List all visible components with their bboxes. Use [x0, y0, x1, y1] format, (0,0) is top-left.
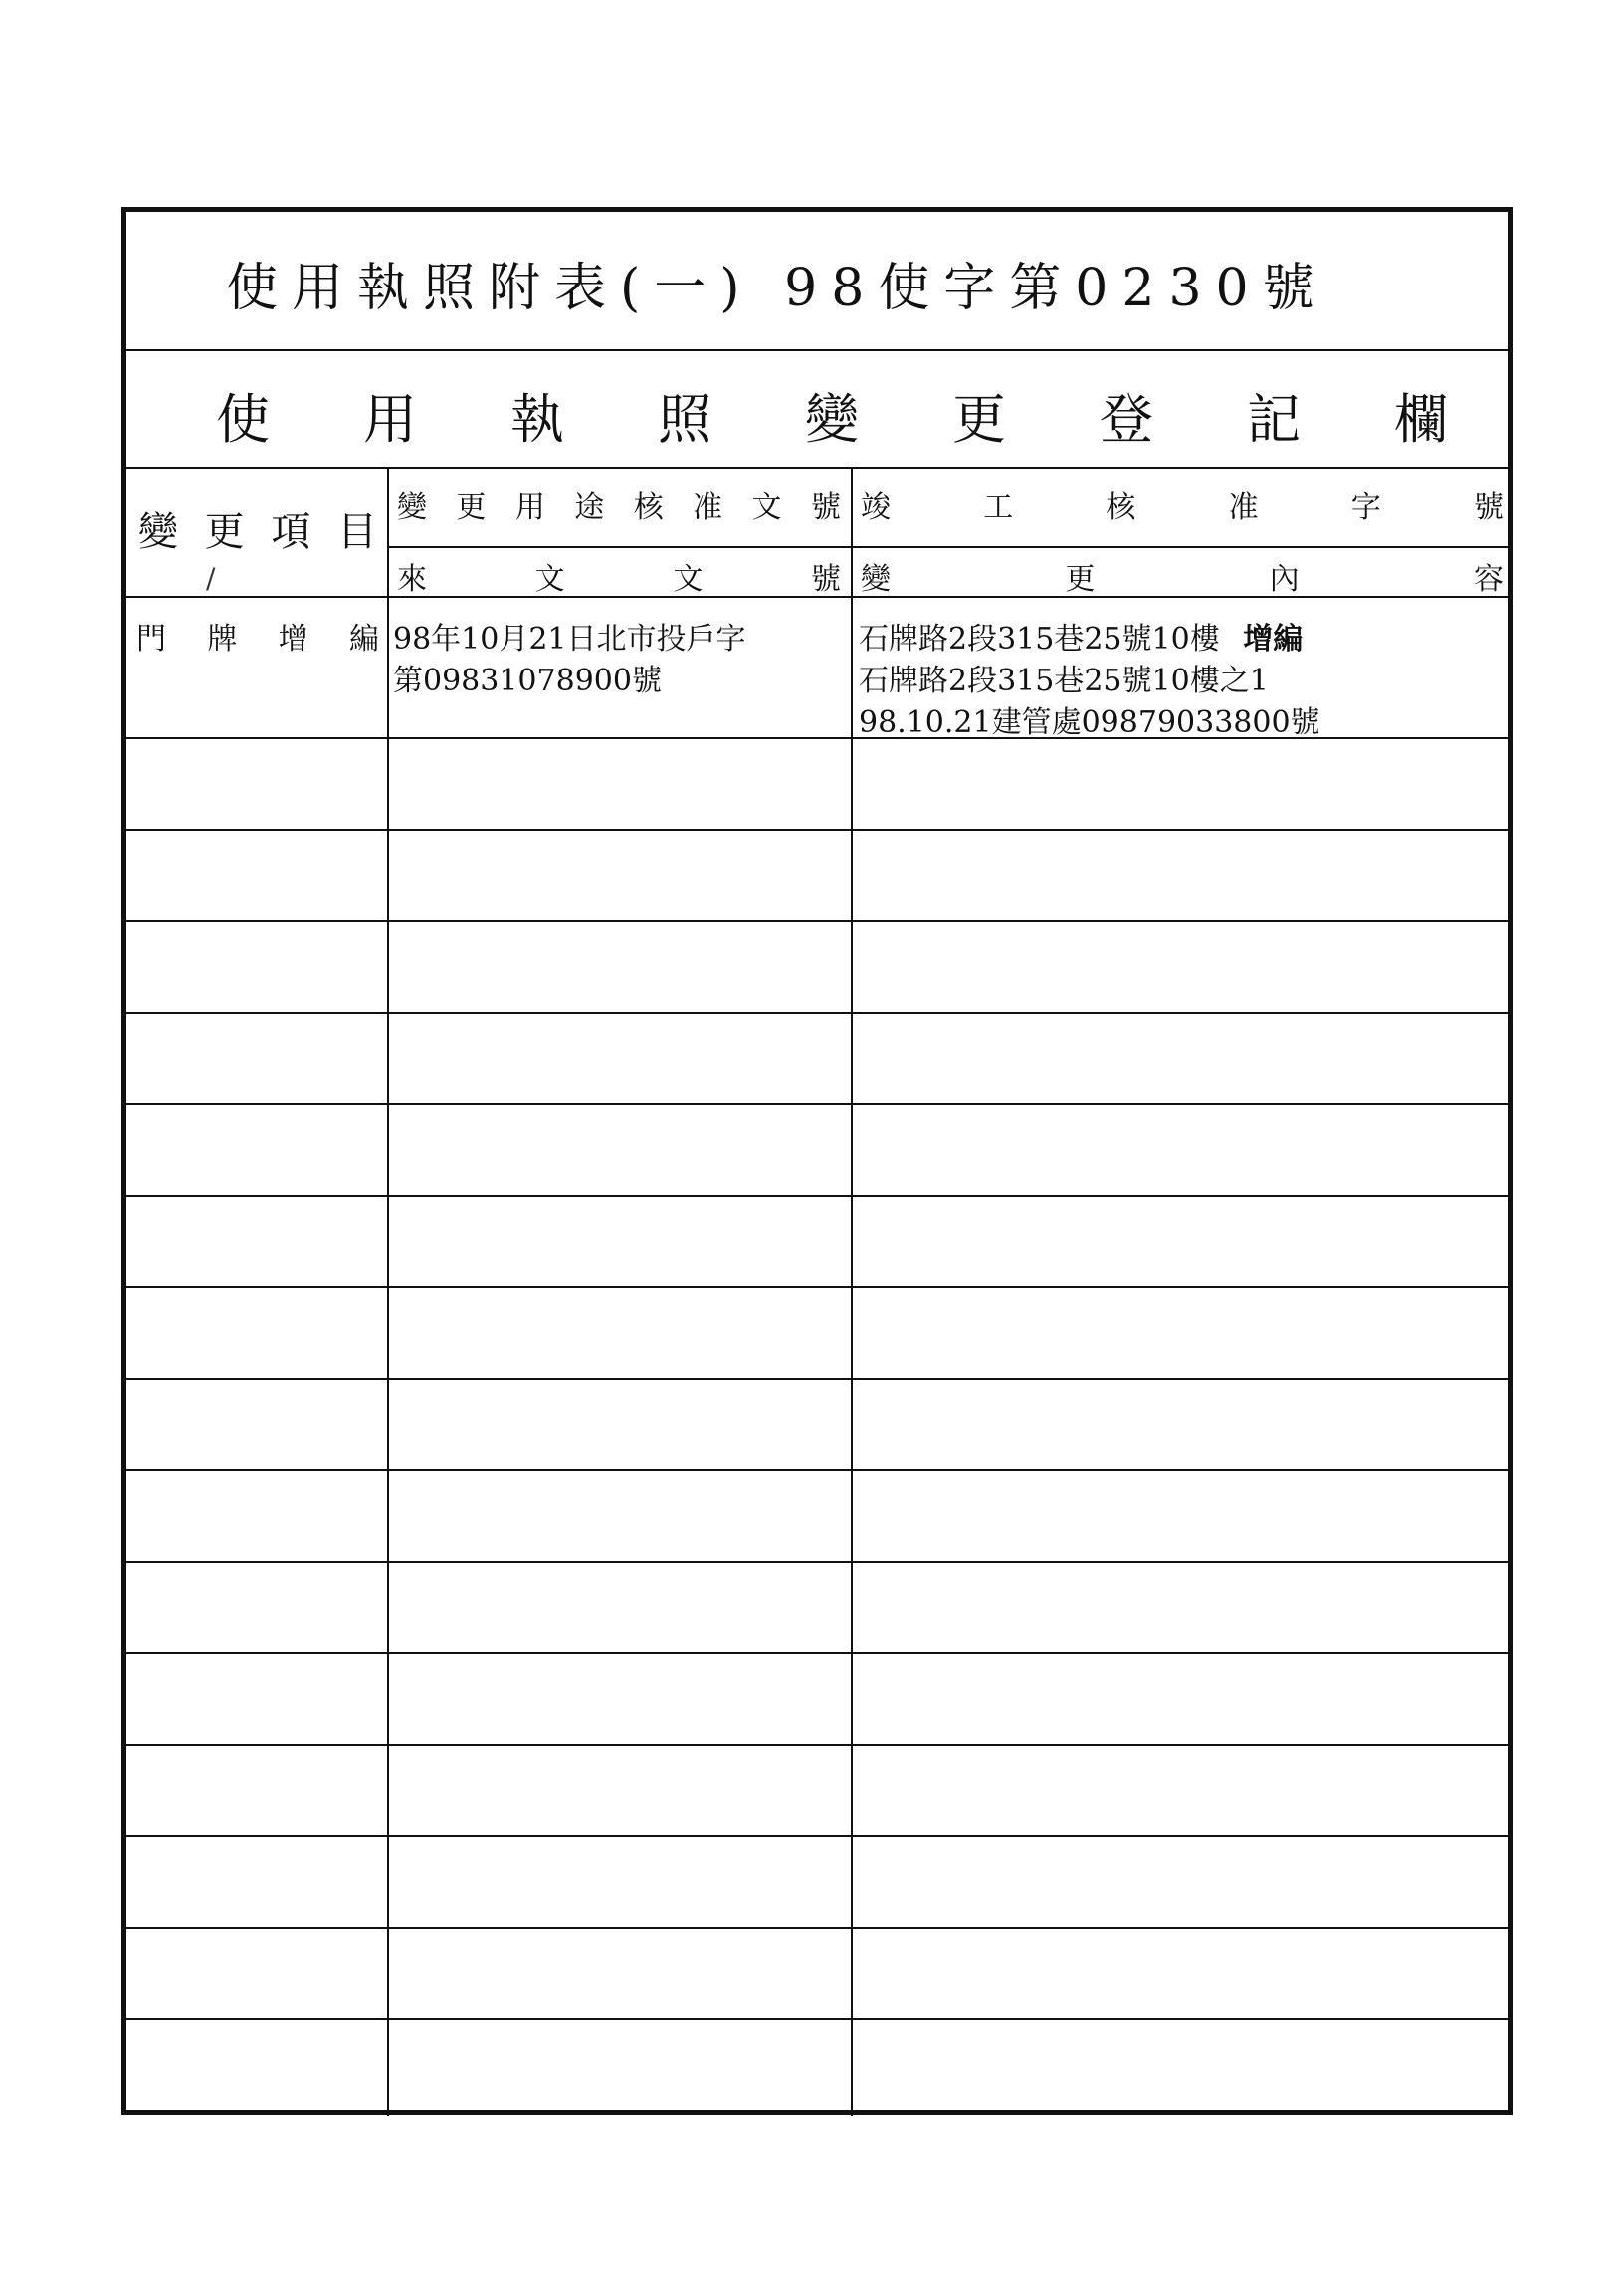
- header-char: 字: [1350, 490, 1381, 525]
- header-char: 內: [1269, 562, 1300, 597]
- subtitle-char: 使: [216, 388, 270, 451]
- entry-doc-line: 第09831078900號: [393, 664, 662, 698]
- row-separator: [126, 1927, 1510, 1929]
- header-char: 號: [810, 562, 841, 597]
- header-char: 文: [534, 562, 565, 597]
- row-separator: [126, 1652, 1510, 1654]
- row-separator: [126, 1378, 1510, 1380]
- header-char: 項: [271, 509, 311, 555]
- header-char: 准: [693, 490, 723, 525]
- row-separator: [126, 1835, 1510, 1837]
- form-title: 使用執照附表(一) 98使字第0230號: [226, 259, 1328, 318]
- row-separator: [126, 2018, 1510, 2020]
- header-char: 工: [983, 490, 1014, 525]
- subtitle-char: 登: [1100, 388, 1153, 451]
- header-incoming-doc: [397, 554, 841, 598]
- row-separator: [126, 1561, 1510, 1563]
- subtitle-char: 更: [952, 388, 1006, 451]
- row-separator: [126, 737, 1510, 739]
- header-char: 更: [1065, 562, 1096, 597]
- header-char: 途: [574, 490, 605, 525]
- usage-license-form: [121, 207, 1513, 2115]
- header-char: 文: [751, 490, 782, 525]
- column-divider: [387, 467, 389, 2116]
- row-separator: [126, 829, 1510, 831]
- header-completion-approval: [861, 482, 1504, 526]
- header-change-content: [861, 554, 1504, 598]
- entry-item-char: 編: [348, 622, 379, 657]
- row-separator: [126, 1744, 1510, 1746]
- header-char: 竣: [861, 490, 891, 525]
- stray-mark: /: [206, 562, 216, 595]
- entry-doc-line: 98年10月21日北市投戶字: [393, 622, 746, 657]
- subtitle-char: 欄: [1394, 388, 1448, 451]
- row-separator: [126, 920, 1510, 922]
- row-separator: [126, 1286, 1510, 1288]
- entry-content-line: 石牌路2段315巷25號10樓之1: [859, 664, 1269, 698]
- subtitle-char: 照: [658, 388, 711, 451]
- row-separator: [126, 1103, 1510, 1105]
- header-change-item: [138, 500, 377, 557]
- header-char: 目: [336, 509, 377, 555]
- subtitle-char: 記: [1247, 388, 1301, 451]
- header-char: 文: [673, 562, 704, 597]
- header-char: 更: [204, 509, 245, 555]
- row-separator: [126, 1469, 1510, 1471]
- header-char: 准: [1228, 490, 1259, 525]
- header-char: 更: [456, 490, 487, 525]
- header-char: 號: [1473, 490, 1504, 525]
- subtitle-char: 用: [363, 388, 417, 451]
- column-divider: [851, 467, 853, 2116]
- subtitle-row: [126, 349, 1508, 469]
- entry-item-char: 牌: [207, 622, 238, 657]
- row-separator: [126, 1012, 1510, 1014]
- header-char: 用: [514, 490, 545, 525]
- header-usage-approval: [397, 482, 841, 526]
- title-row: [126, 212, 1508, 351]
- header-char: 核: [1106, 490, 1136, 525]
- header-char: 變: [138, 509, 178, 555]
- subtitle-char: 執: [510, 388, 564, 451]
- entry-content-line: 98.10.21建管處09879033800號: [859, 705, 1320, 740]
- entry-content-address: 石牌路2段315巷25號10樓: [859, 622, 1220, 657]
- form-subtitle: [216, 377, 1448, 454]
- header-split-line: [387, 546, 1510, 548]
- header-char: 變: [397, 490, 427, 525]
- entry-item-char: 增: [278, 622, 308, 657]
- entry-content-note: 增編: [1243, 622, 1304, 657]
- header-char: 核: [633, 490, 664, 525]
- row-separator: [126, 1195, 1510, 1197]
- entry-item: [136, 614, 379, 658]
- header-char: 號: [810, 490, 841, 525]
- header-char: 容: [1473, 562, 1504, 597]
- header-char: 變: [861, 562, 891, 597]
- entry-content-line: [859, 614, 1303, 658]
- header-char: 來: [397, 562, 427, 597]
- entry-item-char: 門: [136, 622, 166, 657]
- subtitle-char: 變: [805, 388, 859, 451]
